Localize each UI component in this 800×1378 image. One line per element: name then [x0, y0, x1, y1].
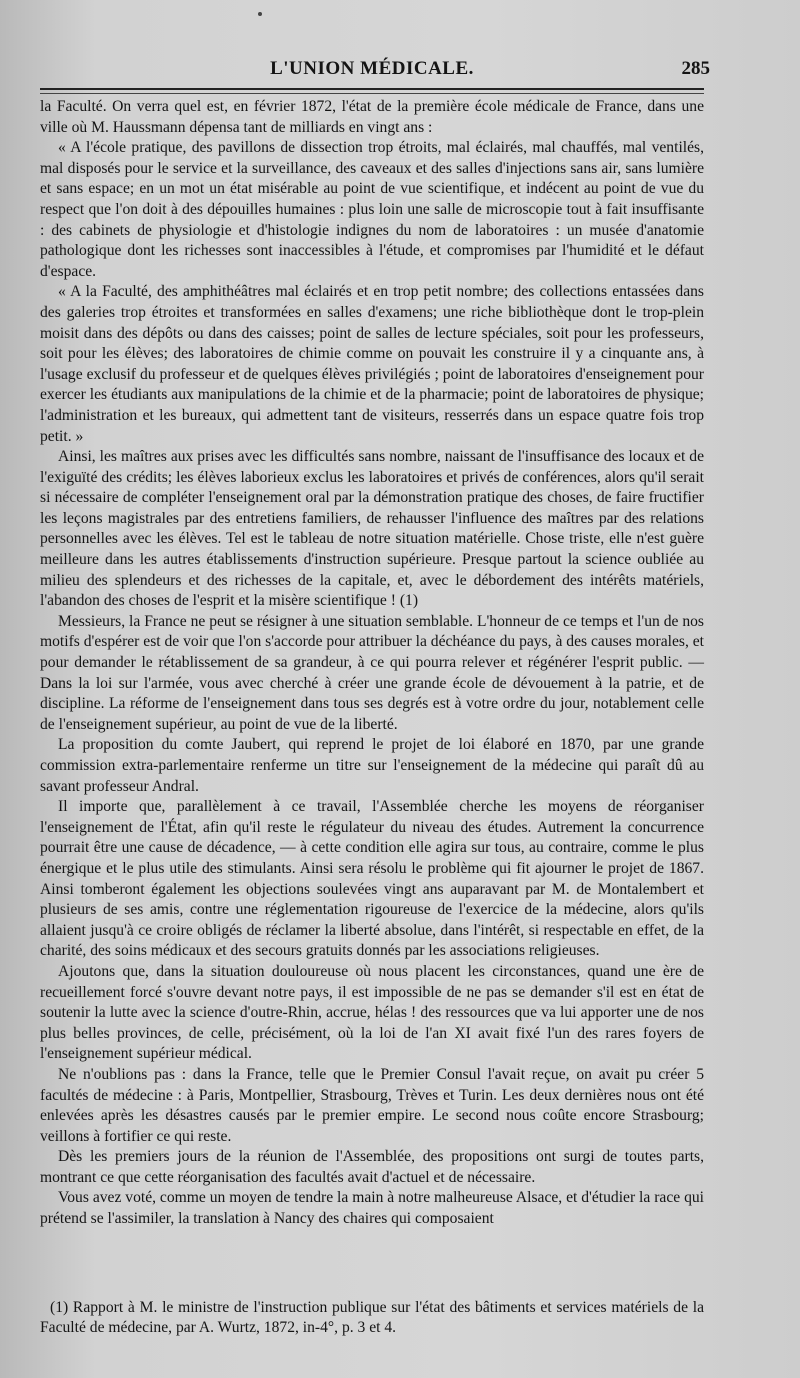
- paragraph: « A l'école pratique, des pavillons de dissection trop étroits, mal éclairés, mal chauffés, mal ventilés, mal disposés pour le service et la surveillance, des caveaux et des salles d'injections sans air, sans lumière et sans espace; en un mot un état misérable au point de vue scientifique, et indécent au point de vue du respect que l'on doit à des dépouilles humaines : plus loin une salle de microscopie tout à fait insuffisante : des cabinets de physiologie et d'histologie indignes du nom de laboratoires : un musée d'anatomie pathologique dont les richesses sont inaccessibles à l'étude, et compromises par l'humidité et le défaut d'espace.: [40, 139, 704, 280]
- page-number: 285: [681, 58, 710, 79]
- paragraph: Ajoutons que, dans la situation douloureuse où nous placent les circonstances, quand une ère de recueillement forcé s'ouvre devant notre pays, il est impossible de ne pas se demander s'il est en état de soutenir la lutte avec la science d'outre-Rhin, accrue, hélas ! des ressources que va lui apporter une de nos plus belles provinces, de celle, précisément, où la loi de l'an XI avait fixé l'un des rares foyers de l'enseignement supérieur médical.: [40, 962, 704, 1063]
- paragraph: Ne n'oublions pas : dans la France, telle que le Premier Consul l'avait reçue, on avait pu créer 5 facultés de médecine : à Paris, Montpellier, Strasbourg, Trèves et Turin. Les deux dernières nous ont été enlevées après les désastres causés par le premier empire. Le second nous coûte encore Strasbourg; veillons à fortifier ce qui reste.: [40, 1065, 704, 1145]
- paragraph: Vous avez voté, comme un moyen de tendre la main à notre malheureuse Alsace, et d'étudier la race qui prétend se l'assimiler, la translation à Nancy des chaires qui composaient: [40, 1189, 704, 1228]
- paragraph: Messieurs, la France ne peut se résigner à une situation semblable. L'honneur de ce temps et l'un de nos motifs d'espérer est de voir que l'on s'accorde pour attribuer la déchéance du pays, à des causes morales, et pour demander le rétablissement de sa grandeur, à ce qui pourra relever et régénérer l'esprit public. — Dans la loi sur l'armée, vous avec cherché à créer une grande école de dévouement à la patrie, et de discipline. La réforme de l'enseignement dans tous ses degrés est à votre ordre du jour, notablement celle de l'enseignement supérieur, au point de vue de la liberté.: [40, 612, 704, 733]
- ink-speck: [258, 12, 262, 16]
- paragraph: la Faculté. On verra quel est, en février 1872, l'état de la première école médicale de France, dans une ville où M. Haussmann dépensa tant de milliards en vingt ans :: [40, 98, 704, 136]
- footnote-text: (1) Rapport à M. le ministre de l'instruction publique sur l'état des bâtiments et services matériels de la Faculté de médecine, par A. Wurtz, 1872, in-4°, p. 3 et 4.: [40, 1299, 704, 1336]
- paragraph: Il importe que, parallèlement à ce travail, l'Assemblée cherche les moyens de réorganiser l'enseignement de l'État, afin qu'il reste le régulateur du niveau des études. Autrement la concurrence pourrait être une cause de décadence, — à cette condition elle agira sur tous, au contraire, comme le plus énergique et le plus utile des stimulants. Ainsi sera résolu le problème qui fit ajourner le projet de 1867. Ainsi tomberont également les objections soulevées vingt ans auparavant par M. de Montalembert et plusieurs de ses amis, contre une réglementation rigoureuse de l'exercice de la médecine, alors qu'ils allaient jusqu'à ce croire obligés de réclamer la liberté absolue, dans l'intérêt, si respectable en effet, de la charité, des soins médicaux et des secours gratuits donnés par les associations religieuses.: [40, 798, 704, 960]
- paragraph: « A la Faculté, des amphithéâtres mal éclairés et en trop petit nombre; des collections entassées dans des galeries trop étroites et transformées en salles d'examens; une riche bibliothèque dont le trop-plein moisit dans des dépôts ou dans des caisses; point de salles de lecture spéciales, soit pour les professeurs, soit pour les élèves; des laboratoires de chimie comme on pouvait les construire il y a cinquante ans, à l'usage exclusif du professeur et de quelques élèves privilégiés ; point de laboratoires d'enseignement pour exercer les étudiants aux manipulations de la chimie et de la pharmacie; point de laboratoires de physique; l'administration et les bureaux, qui admettent tant de visiteurs, resserrés dans un espace quatre fois trop petit. »: [40, 283, 704, 445]
- paragraph: La proposition du comte Jaubert, qui reprend le projet de loi élaboré en 1870, par une grande commission extra-parlementaire renferme un titre sur l'enseignement de la médecine qui paraît dû au savant professeur Andral.: [40, 736, 704, 795]
- body-text: [40, 97, 704, 1230]
- paragraph: Ainsi, les maîtres aux prises avec les difficultés sans nombre, naissant de l'insuffisance des locaux et de l'exiguïté des crédits; les élèves laborieux exclus les laboratoires et privés de conférences, alors qu'il serait si nécessaire de compléter l'enseignement oral par la démonstration pratique des choses, de faire fructifier les leçons magistrales par des entretiens familiers, de rehausser l'influence des maîtres par des relations personnelles avec les élèves. Tel est le tableau de notre situation matérielle. Chose triste, elle n'est guère meilleure dans les autres établissements d'instruction supérieure. Presque partout la science oubliée au milieu des splendeurs et des richesses de la capitale, et, avec le débordement des intérêts matériels, l'abandon des choses de l'esprit et la misère scientifique ! (1): [40, 448, 704, 610]
- paragraph: Dès les premiers jours de la réunion de l'Assemblée, des propositions ont surgi de toutes parts, montrant ce que cette réorganisation des facultés avait d'actuel et de nécessaire.: [40, 1148, 704, 1186]
- page-header: [40, 58, 710, 84]
- running-title: L'UNION MÉDICALE.: [270, 58, 474, 79]
- footnote: [40, 1298, 704, 1338]
- header-rule: [40, 88, 704, 94]
